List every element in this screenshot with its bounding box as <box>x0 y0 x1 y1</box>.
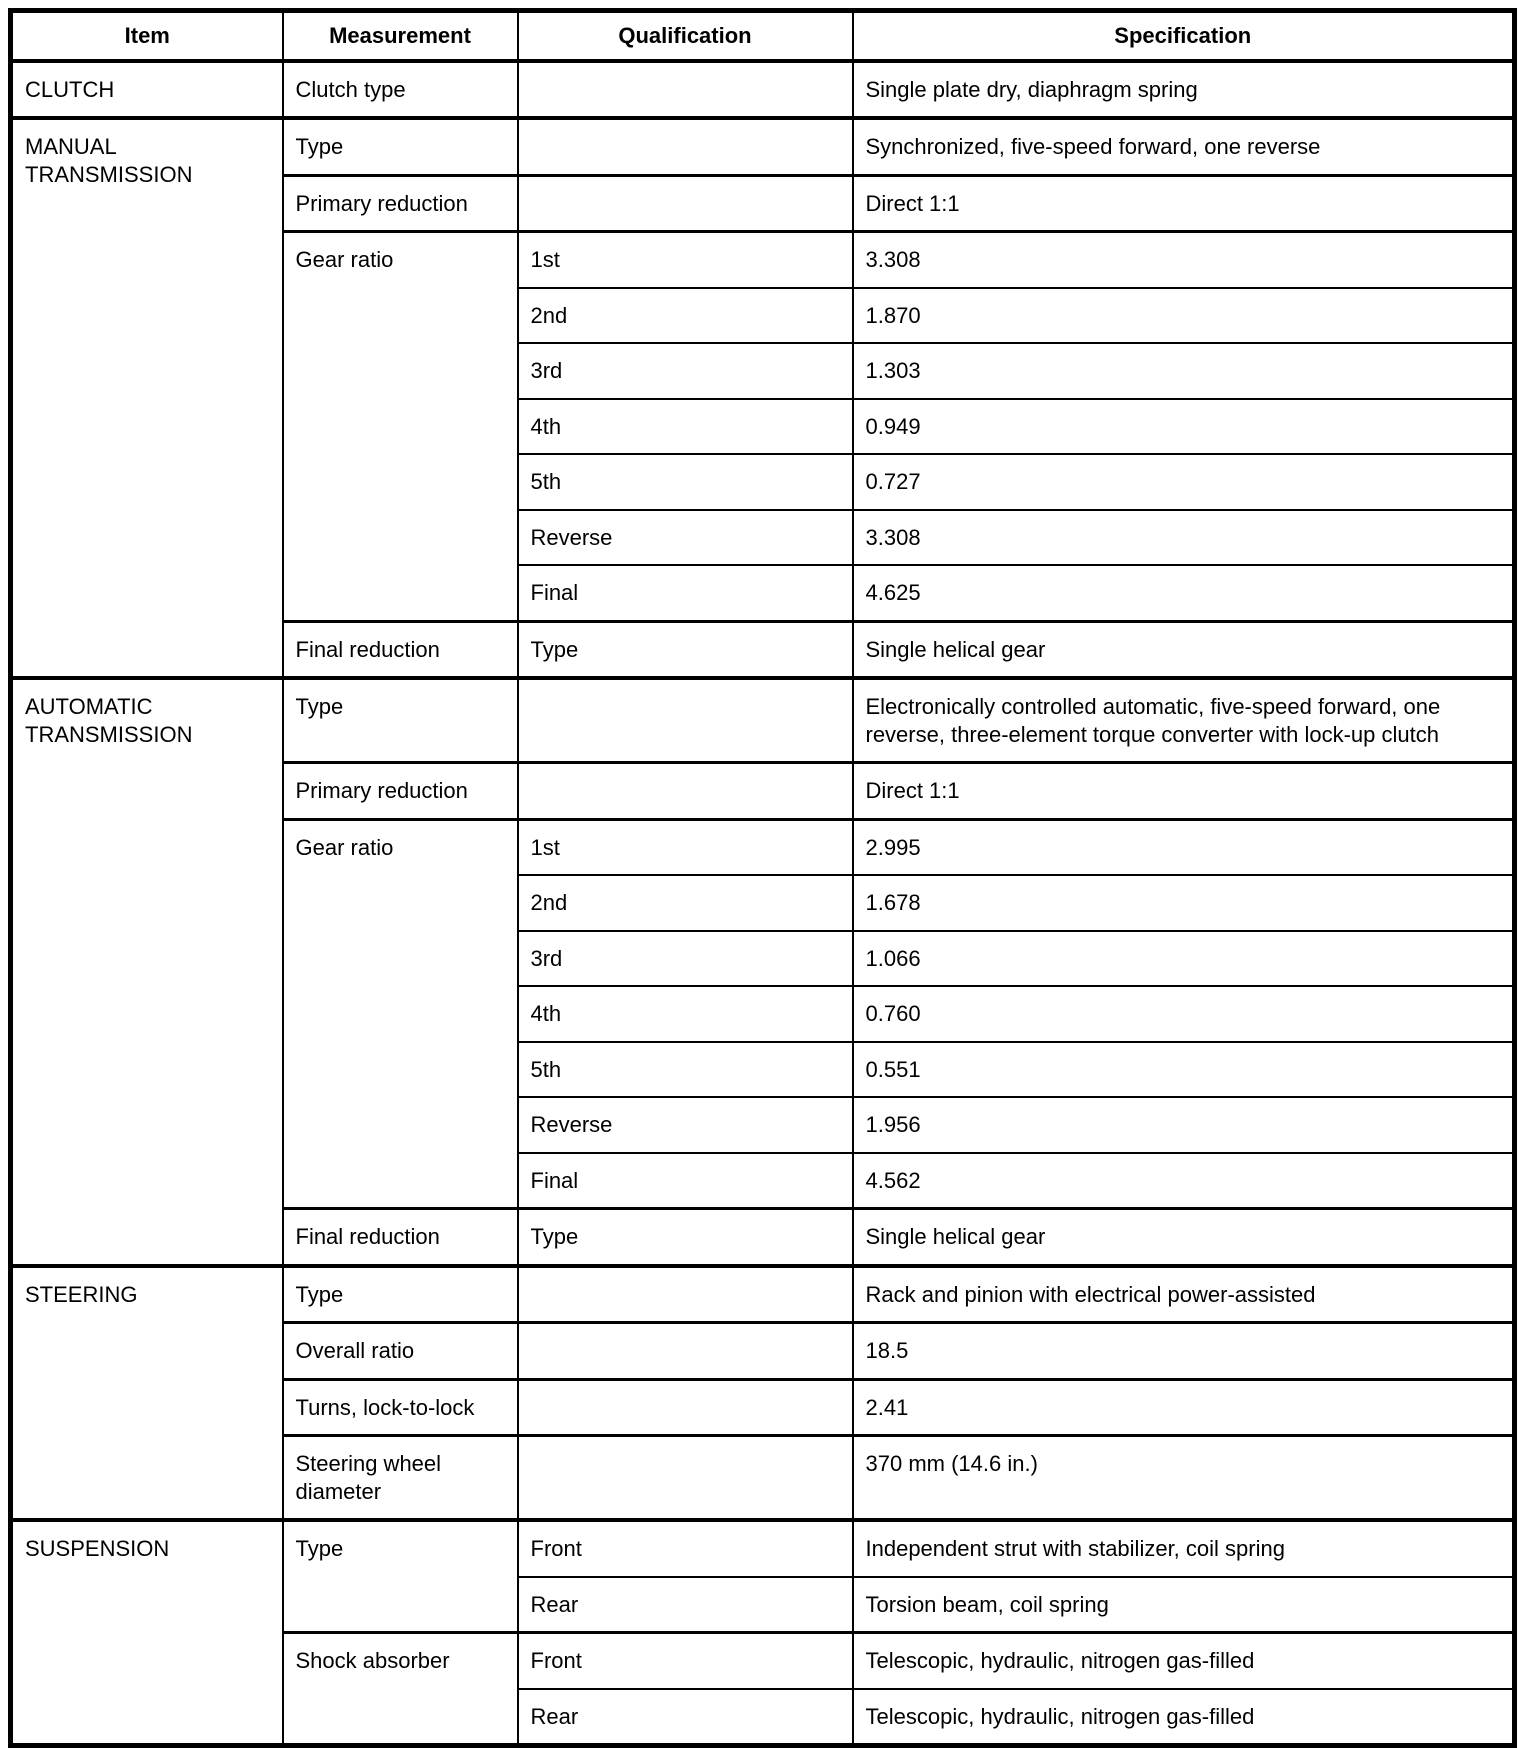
measurement-cell: Gear ratio <box>283 819 518 1209</box>
measurement-cell: Primary reduction <box>283 175 518 232</box>
specification-cell: Single helical gear <box>853 621 1515 678</box>
qualification-cell: Reverse <box>518 1097 853 1153</box>
specification-cell: 0.727 <box>853 454 1515 510</box>
table-row <box>11 61 1515 119</box>
specification-cell: Telescopic, hydraulic, nitrogen gas-filled <box>853 1633 1515 1689</box>
measurement-cell: Gear ratio <box>283 232 518 622</box>
specification-cell: 1.678 <box>853 875 1515 931</box>
qualification-cell: Front <box>518 1633 853 1689</box>
qualification-cell: 5th <box>518 1042 853 1098</box>
specification-cell: Independent strut with stabilizer, coil spring <box>853 1520 1515 1577</box>
qualification-cell: Final <box>518 565 853 621</box>
specification-cell: 0.949 <box>853 399 1515 455</box>
spec-table <box>8 8 1517 1748</box>
specification-cell: Telescopic, hydraulic, nitrogen gas-filled <box>853 1689 1515 1746</box>
header-specification: Specification <box>853 11 1515 61</box>
specification-cell: 18.5 <box>853 1323 1515 1380</box>
specification-cell: Direct 1:1 <box>853 763 1515 820</box>
qualification-cell <box>518 1379 853 1436</box>
qualification-cell: Type <box>518 1209 853 1266</box>
qualification-cell: 1st <box>518 232 853 288</box>
specification-cell: 2.41 <box>853 1379 1515 1436</box>
specification-cell: 0.760 <box>853 986 1515 1042</box>
table-row <box>11 1266 1515 1323</box>
specification-cell: Rack and pinion with electrical power-assisted <box>853 1266 1515 1323</box>
specification-cell: Synchronized, five-speed forward, one reverse <box>853 118 1515 175</box>
qualification-cell: Rear <box>518 1577 853 1633</box>
specification-cell: 1.066 <box>853 931 1515 987</box>
specification-cell: Single helical gear <box>853 1209 1515 1266</box>
specification-cell: 4.562 <box>853 1153 1515 1209</box>
header-measurement: Measurement <box>283 11 518 61</box>
item-cell-suspension: SUSPENSION <box>11 1520 283 1746</box>
qualification-cell <box>518 1436 853 1521</box>
qualification-cell: Front <box>518 1520 853 1577</box>
qualification-cell <box>518 118 853 175</box>
qualification-cell <box>518 175 853 232</box>
qualification-cell <box>518 678 853 763</box>
specification-cell: 0.551 <box>853 1042 1515 1098</box>
specification-cell: Electronically controlled automatic, five-speed forward, one reverse, three-element torque converter with lock-up clutch <box>853 678 1515 763</box>
qualification-cell: Final <box>518 1153 853 1209</box>
table-row <box>11 1520 1515 1577</box>
qualification-cell: 2nd <box>518 288 853 344</box>
qualification-cell: 2nd <box>518 875 853 931</box>
specification-cell: 4.625 <box>853 565 1515 621</box>
qualification-cell <box>518 1266 853 1323</box>
measurement-cell: Final reduction <box>283 621 518 678</box>
item-cell-steering: STEERING <box>11 1266 283 1521</box>
measurement-cell: Overall ratio <box>283 1323 518 1380</box>
item-cell-clutch: CLUTCH <box>11 61 283 119</box>
specification-cell: 1.956 <box>853 1097 1515 1153</box>
table-row <box>11 678 1515 763</box>
specification-cell: 370 mm (14.6 in.) <box>853 1436 1515 1521</box>
qualification-cell: Type <box>518 621 853 678</box>
qualification-cell: 1st <box>518 819 853 875</box>
qualification-cell: Reverse <box>518 510 853 566</box>
measurement-cell: Turns, lock-to-lock <box>283 1379 518 1436</box>
item-cell-automatic-transmission: AUTOMATIC TRANSMISSION <box>11 678 283 1266</box>
measurement-cell: Final reduction <box>283 1209 518 1266</box>
header-item: Item <box>11 11 283 61</box>
specification-cell: 3.308 <box>853 232 1515 288</box>
qualification-cell: 3rd <box>518 931 853 987</box>
qualification-cell: Rear <box>518 1689 853 1746</box>
measurement-cell: Steering wheel diameter <box>283 1436 518 1521</box>
measurement-cell: Type <box>283 678 518 763</box>
qualification-cell: 3rd <box>518 343 853 399</box>
specification-cell: 3.308 <box>853 510 1515 566</box>
specification-cell: 2.995 <box>853 819 1515 875</box>
header-row <box>11 11 1515 61</box>
item-cell-manual-transmission: MANUAL TRANSMISSION <box>11 118 283 678</box>
table-row <box>11 118 1515 175</box>
measurement-cell: Type <box>283 118 518 175</box>
header-qualification: Qualification <box>518 11 853 61</box>
qualification-cell <box>518 61 853 119</box>
specification-cell: Torsion beam, coil spring <box>853 1577 1515 1633</box>
qualification-cell <box>518 763 853 820</box>
specification-cell: Direct 1:1 <box>853 175 1515 232</box>
measurement-cell: Shock absorber <box>283 1633 518 1746</box>
qualification-cell <box>518 1323 853 1380</box>
measurement-cell: Clutch type <box>283 61 518 119</box>
qualification-cell: 5th <box>518 454 853 510</box>
measurement-cell: Primary reduction <box>283 763 518 820</box>
measurement-cell: Type <box>283 1520 518 1633</box>
qualification-cell: 4th <box>518 399 853 455</box>
qualification-cell: 4th <box>518 986 853 1042</box>
specification-cell: 1.303 <box>853 343 1515 399</box>
measurement-cell: Type <box>283 1266 518 1323</box>
specification-cell: Single plate dry, diaphragm spring <box>853 61 1515 119</box>
specification-cell: 1.870 <box>853 288 1515 344</box>
